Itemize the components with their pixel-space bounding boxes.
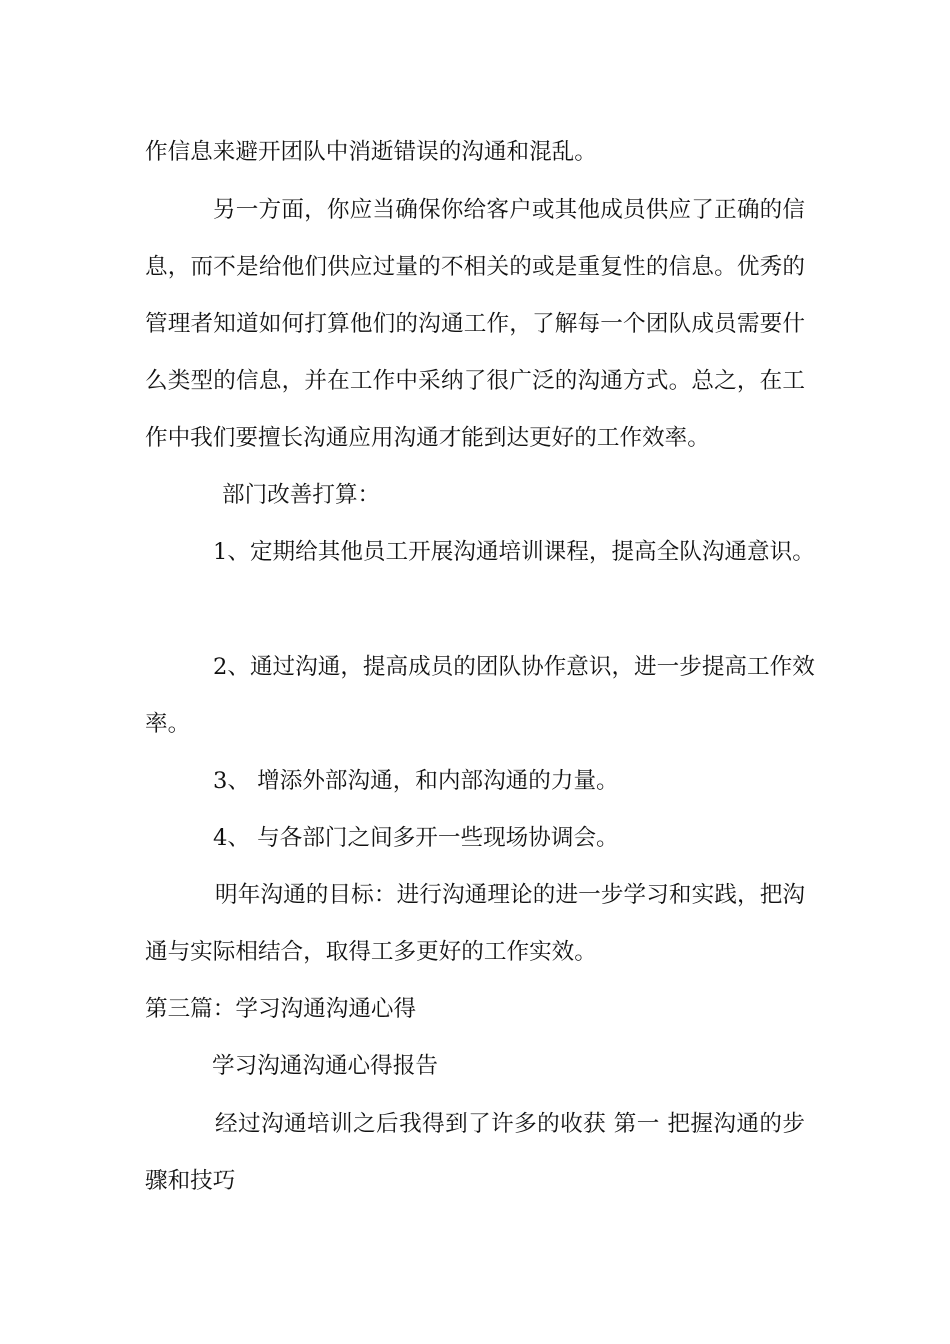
list-item: 4、 与各部门之间多开一些现场协调会。 (213, 825, 619, 851)
paragraph-line: 么类型的信息，并在工作中采纳了很广泛的沟通方式。总之，在工 (145, 368, 805, 394)
list-item: 3、 增添外部沟通，和内部沟通的力量。 (213, 768, 619, 794)
paragraph-line: 息，而不是给他们供应过量的不相关的或是重复性的信息。优秀的 (145, 254, 805, 280)
paragraph-line: 作中我们要擅长沟通应用沟通才能到达更好的工作效率。 (145, 425, 710, 451)
list-item: 1、定期给其他员工开展沟通培训课程，提高全队沟通意识。 (213, 539, 815, 565)
paragraph-line: 骤和技巧 (145, 1168, 236, 1194)
paragraph-line: 管理者知道如何打算他们的沟通工作，了解每一个团队成员需要什 (145, 311, 805, 337)
list-item: 2、通过沟通，提高成员的团队协作意识，进一步提高工作效 (213, 654, 815, 680)
list-item-continuation: 率。 (145, 711, 191, 737)
paragraph-line: 另一方面，你应当确保你给客户或其他成员供应了正确的信 (213, 197, 805, 223)
section-heading: 部门改善打算： (222, 482, 381, 508)
report-title: 学习沟通沟通心得报告 (212, 1053, 438, 1079)
paragraph-line: 作信息来避开团队中消逝错误的沟通和混乱。 (145, 139, 597, 165)
paragraph-line: 经过沟通培训之后我得到了许多的收获 第一 把握沟通的步 (215, 1111, 805, 1137)
chapter-title: 第三篇：学习沟通沟通心得 (145, 996, 417, 1022)
paragraph-line: 明年沟通的目标：进行沟通理论的进一步学习和实践，把沟 (215, 882, 805, 908)
paragraph-line: 通与实际相结合，取得工多更好的工作实效。 (145, 939, 597, 965)
